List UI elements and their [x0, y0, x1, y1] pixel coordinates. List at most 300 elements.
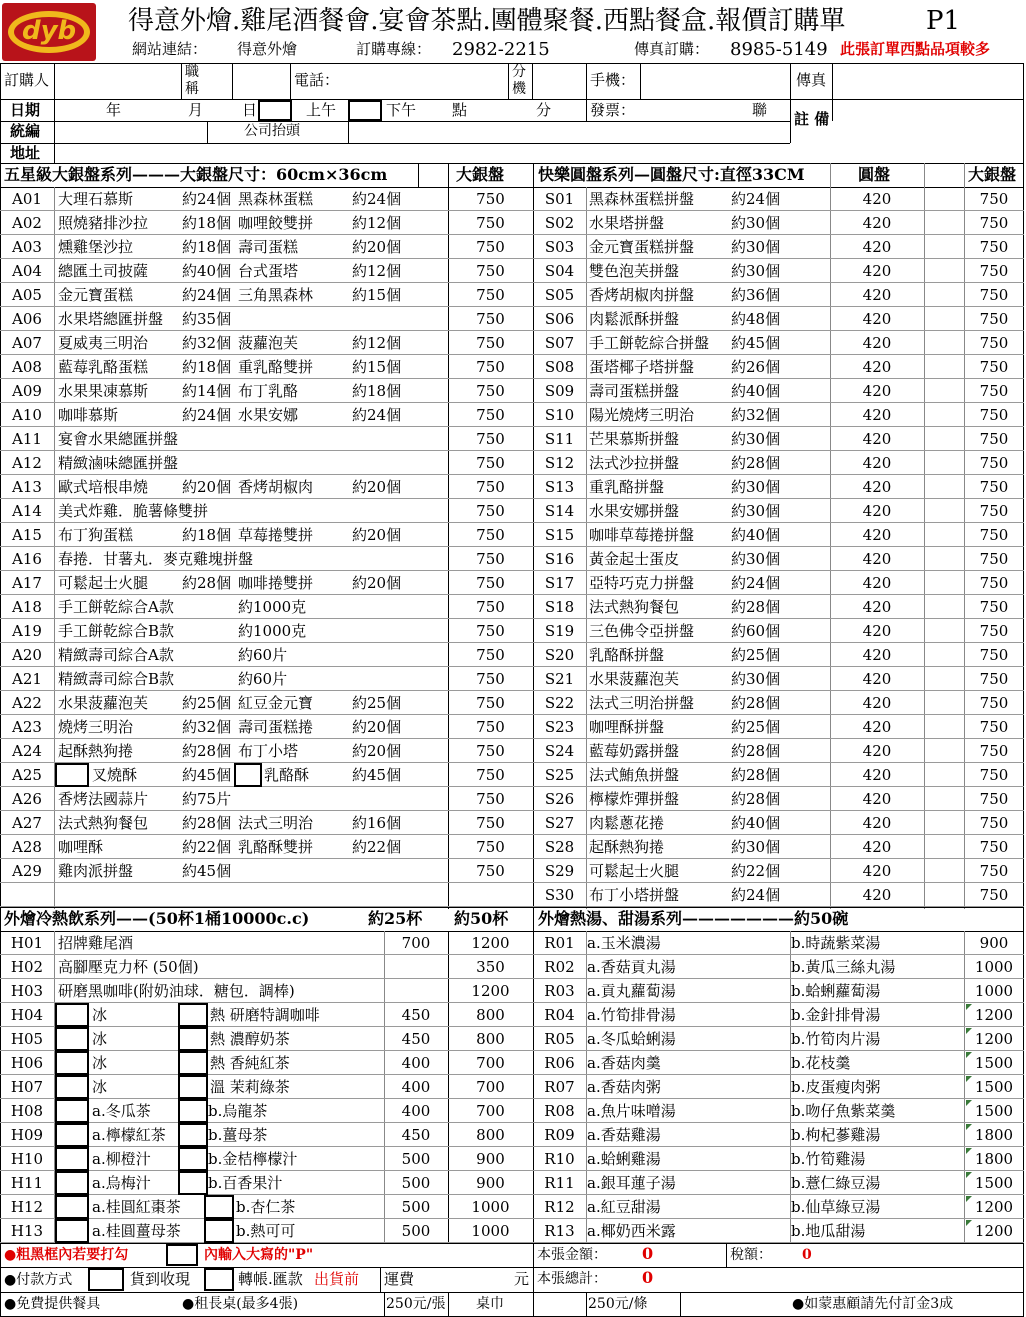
s-item-row[interactable]: [533, 259, 1024, 283]
a-item-row[interactable]: [0, 499, 533, 523]
s-item-row[interactable]: [533, 739, 1024, 763]
a-item-row[interactable]: [0, 859, 533, 883]
item-name: 蛋塔椰子塔拼盤: [589, 358, 695, 376]
s-item-row[interactable]: [533, 523, 1024, 547]
s-item-row[interactable]: [533, 595, 1024, 619]
item-price: 900: [979, 934, 1009, 952]
item-name-b: 紅豆金元寶: [238, 694, 314, 712]
item-name-a: 冰: [92, 1054, 108, 1072]
item-qty-a: 約45個: [182, 766, 232, 784]
item-code: H12: [10, 1198, 44, 1216]
item-qty-a: 約35個: [182, 310, 232, 328]
phone-label: 電話：: [294, 71, 340, 89]
item-price-50: 800: [476, 1030, 505, 1048]
item-qty: 約40個: [731, 382, 781, 400]
item-code: R11: [544, 1174, 575, 1192]
a-item-row[interactable]: [0, 787, 533, 811]
item-name-a: 咖啡慕斯: [58, 406, 119, 424]
item-code: A01: [12, 190, 42, 208]
item-price: 750: [476, 814, 505, 832]
a25-option-b-checkbox[interactable]: [234, 763, 262, 787]
s-item-row[interactable]: [533, 427, 1024, 451]
item-price: 750: [476, 190, 505, 208]
item-price-large: 750: [979, 238, 1009, 256]
item-code: R12: [544, 1198, 575, 1216]
item-price-round: 420: [862, 478, 892, 496]
item-code: S15: [544, 526, 575, 544]
item-price-round: 420: [862, 838, 892, 856]
item-price-round: 420: [862, 646, 892, 664]
item-name-a: a.紅豆甜湯: [587, 1198, 661, 1216]
item-code: A29: [12, 862, 42, 880]
item-price-round: 420: [862, 886, 892, 904]
yuan-label: 元: [514, 1270, 530, 1288]
item-price-round: 420: [862, 262, 892, 280]
a-item-row[interactable]: [0, 643, 533, 667]
item-qty-b: [352, 307, 418, 331]
r-item-row[interactable]: [533, 979, 1024, 1003]
item-code: S19: [544, 622, 575, 640]
h-item-row[interactable]: [0, 979, 533, 1003]
item-name-a: a.銀耳蓮子湯: [587, 1174, 676, 1192]
item-name-b: 布丁乳酪: [238, 382, 299, 400]
a-item-row[interactable]: [0, 475, 533, 499]
item-code: S07: [544, 334, 575, 352]
a-item-row[interactable]: [0, 283, 533, 307]
h-option-b-checkbox[interactable]: [178, 1027, 208, 1051]
h-option-a-checkbox[interactable]: [55, 1075, 89, 1099]
s-item-row[interactable]: [533, 571, 1024, 595]
item-code: R08: [544, 1102, 575, 1120]
month-label: 月: [188, 101, 204, 119]
item-price-large: 750: [979, 454, 1009, 472]
item-price-50: 1000: [471, 1222, 510, 1240]
r-item-row[interactable]: [533, 1027, 1024, 1051]
item-price: 750: [476, 646, 505, 664]
r-item-row[interactable]: [533, 1219, 1024, 1243]
item-name-a: 精緻壽司綜合B款: [58, 670, 175, 688]
s-item-row[interactable]: [533, 619, 1024, 643]
item-qty-b: [352, 427, 418, 451]
s-item-row[interactable]: [533, 475, 1024, 499]
r-item-row[interactable]: [533, 931, 1024, 955]
item-name-b: 壽司蛋糕捲: [238, 718, 314, 736]
r-item-row[interactable]: [533, 1003, 1024, 1027]
h-option-b-checkbox[interactable]: [178, 1075, 208, 1099]
item-price-large: 750: [979, 502, 1009, 520]
a-item-row[interactable]: [0, 739, 533, 763]
item-price-large: 750: [979, 286, 1009, 304]
item-qty-b: 約18個: [352, 382, 402, 400]
a-item-row[interactable]: [0, 331, 533, 355]
h-option-a-checkbox[interactable]: [55, 1195, 89, 1219]
item-price-large: 750: [979, 262, 1009, 280]
h-option-a-checkbox[interactable]: [55, 1147, 89, 1171]
item-qty-a: [182, 499, 238, 523]
item-qty-b: 約45個: [352, 766, 402, 784]
item-code: R13: [544, 1222, 575, 1240]
item-qty: 約40個: [731, 526, 781, 544]
h-option-b-checkbox[interactable]: [178, 1003, 208, 1027]
item-code: A17: [12, 574, 42, 592]
a-item-row[interactable]: [0, 595, 533, 619]
item-code: A03: [12, 238, 42, 256]
item-code: A20: [12, 646, 42, 664]
item-code: A02: [12, 214, 42, 232]
item-name: 可鬆起士火腿: [589, 862, 680, 880]
item-code: A19: [12, 622, 42, 640]
item-price-50: 800: [476, 1006, 505, 1024]
item-code: S17: [544, 574, 575, 592]
h-option-a-checkbox[interactable]: [55, 1219, 89, 1243]
s-item-row[interactable]: [533, 331, 1024, 355]
s-item-row[interactable]: [533, 643, 1024, 667]
notice-text: 此張訂單西點品項較多: [840, 40, 991, 58]
item-name-b: [238, 451, 350, 475]
item-price-large: 750: [979, 790, 1009, 808]
h-option-a-checkbox[interactable]: [55, 1027, 89, 1051]
item-name-a: 手工餅乾綜合B款: [58, 622, 175, 640]
s-item-row[interactable]: [533, 451, 1024, 475]
item-price-50: 900: [476, 1174, 505, 1192]
item-qty-a: 約28個: [182, 742, 232, 760]
a-item-row[interactable]: [0, 379, 533, 403]
deposit-note: ●如蒙惠顧請先付訂金3成: [792, 1296, 954, 1312]
item-code: A15: [12, 526, 42, 544]
item-qty-a: 約32個: [182, 334, 232, 352]
a-item-row[interactable]: [0, 835, 533, 859]
item-name: 黃金起士蛋皮: [589, 550, 680, 568]
item-name-a: 照燒豬排沙拉: [58, 214, 149, 232]
item-name-a: a.香菇雞湯: [587, 1126, 661, 1144]
item-qty-b: 約24個: [352, 406, 402, 424]
item-name-a: 美式炸雞．脆薯條雙拼: [58, 502, 209, 520]
a-item-row[interactable]: [0, 307, 533, 331]
a-item-row[interactable]: [0, 619, 533, 643]
h-option-a-checkbox[interactable]: [55, 1099, 89, 1123]
a-item-row[interactable]: [0, 427, 533, 451]
payment-label: ●付款方式: [4, 1272, 73, 1288]
item-name-a: 叉燒酥: [92, 766, 138, 784]
a-item-row[interactable]: [0, 811, 533, 835]
item-name: 高腳壓克力杯 (50個): [58, 958, 199, 976]
s-item-row[interactable]: [533, 379, 1024, 403]
r-item-row[interactable]: [533, 955, 1024, 979]
item-price: 1000: [974, 958, 1014, 976]
a-item-row[interactable]: [0, 571, 533, 595]
s-item-row[interactable]: [533, 307, 1024, 331]
freight-label: 運費: [384, 1270, 415, 1288]
a25-option-a-checkbox[interactable]: [55, 763, 89, 787]
a-item-row[interactable]: [0, 355, 533, 379]
sec-a-col: 大銀盤: [456, 165, 505, 184]
item-name-b: b.烏龍茶: [208, 1102, 268, 1120]
item-code: S23: [544, 718, 575, 736]
r-item-row[interactable]: [533, 1195, 1024, 1219]
item-price-50: 700: [476, 1102, 505, 1120]
item-code: A13: [12, 478, 42, 496]
item-name: 法式沙拉拼盤: [589, 454, 680, 472]
item-price: 750: [476, 790, 505, 808]
tax-id-field[interactable]: [56, 122, 206, 142]
item-name: 咖哩酥拼盤: [589, 718, 665, 736]
item-price-round: 420: [862, 550, 892, 568]
item-qty-a: 約18個: [182, 214, 232, 232]
item-name-b: b.竹筍肉片湯: [791, 1030, 881, 1048]
s-item-row[interactable]: [533, 283, 1024, 307]
item-qty-b: [352, 643, 418, 667]
item-code: R10: [544, 1150, 575, 1168]
a-item-row[interactable]: [0, 523, 533, 547]
s-item-row[interactable]: [533, 499, 1024, 523]
item-name-b: 布丁小塔: [238, 742, 299, 760]
item-code: R09: [544, 1126, 575, 1144]
h-option-a-checkbox[interactable]: [55, 1051, 89, 1075]
pm-checkbox[interactable]: [348, 100, 382, 121]
item-qty-b: 約24個: [352, 190, 402, 208]
item-qty-b: [352, 595, 418, 619]
s-item-row[interactable]: [533, 691, 1024, 715]
item-qty-b: 約20個: [352, 718, 402, 736]
item-price-large: 750: [979, 430, 1009, 448]
tax-label: 稅額：: [730, 1247, 772, 1263]
item-price: 750: [476, 262, 505, 280]
item-code: A14: [12, 502, 42, 520]
item-code: S13: [544, 478, 575, 496]
item-price-round: 420: [862, 214, 892, 232]
item-qty: 約22個: [731, 862, 781, 880]
item-qty: 約32個: [731, 406, 781, 424]
item-price-large: 750: [979, 334, 1009, 352]
a-item-row[interactable]: [0, 547, 533, 571]
item-code: S08: [544, 358, 575, 376]
company-field[interactable]: [350, 122, 788, 142]
item-price-large: 750: [979, 598, 1009, 616]
s-item-row[interactable]: [533, 859, 1024, 883]
a-item-row[interactable]: [0, 235, 533, 259]
item-name-b: 香烤胡椒肉: [238, 478, 314, 496]
h-option-b-checkbox[interactable]: [178, 1051, 208, 1075]
item-name-b: b.黃瓜三絲丸湯: [791, 958, 896, 976]
item-name-a: 法式熱狗餐包: [58, 814, 149, 832]
item-price-25: [384, 955, 448, 979]
pm-label: 下午: [386, 101, 417, 119]
item-name-b: 熱 香純紅茶: [210, 1054, 290, 1072]
freight-field[interactable]: [422, 1269, 510, 1290]
item-name-b: 約60片: [238, 646, 288, 664]
item-price-round: 420: [862, 502, 892, 520]
item-name-a: 精緻滷味總匯拼盤: [58, 454, 179, 472]
item-code: S16: [544, 550, 575, 568]
a-item-row[interactable]: [0, 187, 533, 211]
item-name-a: a.柳橙汁: [92, 1150, 151, 1168]
item-name-a: a.蛤蜊雞湯: [587, 1150, 661, 1168]
item-code: A04: [12, 262, 42, 280]
item-name-a: a.貢丸蘿蔔湯: [587, 982, 676, 1000]
item-name: 布丁小塔拼盤: [589, 886, 680, 904]
item-price: 1800: [974, 1126, 1014, 1144]
s-item-row[interactable]: [533, 667, 1024, 691]
item-qty: 約28個: [731, 742, 781, 760]
item-name: 陽光燒烤三明治: [589, 406, 695, 424]
r-item-row[interactable]: [533, 1099, 1024, 1123]
orderer-field[interactable]: [56, 65, 180, 97]
a-item-row[interactable]: [0, 667, 533, 691]
h-option-b-checkbox[interactable]: [178, 1171, 208, 1195]
a-item-row[interactable]: [0, 691, 533, 715]
phone-field[interactable]: [350, 65, 505, 97]
item-qty: 約26個: [731, 358, 781, 376]
item-price-large: 750: [979, 862, 1009, 880]
item-name-b: b.地瓜甜湯: [791, 1222, 866, 1240]
logo-text: dyb: [22, 16, 77, 46]
item-qty-a: 約24個: [182, 406, 232, 424]
item-name-a: 燒烤三明治: [58, 718, 134, 736]
item-price: 750: [476, 742, 505, 760]
item-name-b: [238, 547, 350, 571]
s-item-row[interactable]: [533, 547, 1024, 571]
item-price: 750: [476, 358, 505, 376]
item-code: S06: [544, 310, 575, 328]
item-qty-a: 約25個: [182, 694, 232, 712]
fax-field[interactable]: [834, 65, 1021, 97]
item-price-25: 400: [401, 1078, 431, 1096]
cod-label: 貨到收現: [130, 1270, 191, 1288]
item-qty-a: 約32個: [182, 718, 232, 736]
h-item-row[interactable]: [0, 955, 533, 979]
item-qty-b: [352, 787, 418, 811]
am-label: 上午: [306, 101, 337, 119]
s-item-row[interactable]: [533, 763, 1024, 787]
s-item-row[interactable]: [533, 811, 1024, 835]
before-ship-label: 出貨前: [314, 1270, 360, 1288]
item-qty-a: 約28個: [182, 814, 232, 832]
total-label: 本張總計：: [537, 1271, 607, 1287]
item-price-round: 420: [862, 622, 892, 640]
note-sample-checkbox: [166, 1244, 198, 1266]
s-item-row[interactable]: [533, 835, 1024, 859]
am-checkbox[interactable]: [258, 100, 292, 121]
r-item-row[interactable]: [533, 1051, 1024, 1075]
item-price: 1200: [974, 1222, 1014, 1240]
item-name-b: 法式三明治: [238, 814, 314, 832]
item-name-b: 乳酪酥雙拼: [238, 838, 314, 856]
item-price-25: 400: [401, 1102, 431, 1120]
site-link[interactable]: 得意外燴: [237, 40, 298, 58]
item-price-25: 700: [401, 934, 431, 952]
item-price-large: 750: [979, 550, 1009, 568]
item-code: R02: [544, 958, 575, 976]
r-item-row[interactable]: [533, 1171, 1024, 1195]
item-qty-b: [352, 859, 418, 883]
comment-marker: [966, 1220, 972, 1226]
h-option-b-checkbox[interactable]: [204, 1195, 234, 1219]
item-code: R05: [544, 1030, 575, 1048]
item-name-a: a.香菇肉羹: [587, 1054, 661, 1072]
item-qty-a: [182, 667, 238, 691]
s-item-row[interactable]: [533, 211, 1024, 235]
item-qty: 約36個: [731, 286, 781, 304]
item-price-round: 420: [862, 694, 892, 712]
a-item-row[interactable]: [0, 259, 533, 283]
item-price: 750: [476, 862, 505, 880]
item-code: H01: [10, 934, 44, 952]
item-code: H06: [10, 1054, 44, 1072]
a-item-row[interactable]: [0, 715, 533, 739]
item-price-round: 420: [862, 310, 892, 328]
item-code: A08: [12, 358, 42, 376]
h-option-a-checkbox[interactable]: [55, 1123, 89, 1147]
item-code: H11: [10, 1174, 44, 1192]
item-code: H10: [10, 1150, 44, 1168]
item-qty-b: 約20個: [352, 742, 402, 760]
item-price-round: 420: [862, 718, 892, 736]
item-code: A28: [12, 838, 42, 856]
h-option-b-checkbox[interactable]: [178, 1099, 208, 1123]
r-item-row[interactable]: [533, 1147, 1024, 1171]
s-item-row[interactable]: [533, 187, 1024, 211]
item-qty-b: 約22個: [352, 838, 402, 856]
item-price: 750: [476, 766, 505, 784]
a-item-row[interactable]: [0, 403, 533, 427]
item-name-a: a.桂圓紅棗茶: [92, 1198, 181, 1216]
item-name-a: a.竹筍排骨湯: [587, 1006, 676, 1024]
orderer-label: 訂購人: [4, 71, 50, 89]
item-qty-a: 約18個: [182, 358, 232, 376]
transfer-checkbox[interactable]: [204, 1268, 234, 1291]
order-line-value: 2982-2215: [452, 39, 550, 60]
item-qty: 約30個: [731, 430, 781, 448]
h-option-a-checkbox[interactable]: [55, 1171, 89, 1195]
item-price: 750: [476, 214, 505, 232]
item-code: A26: [12, 790, 42, 808]
r-item-row[interactable]: [533, 1075, 1024, 1099]
item-qty: 約30個: [731, 214, 781, 232]
h-option-b-checkbox[interactable]: [178, 1147, 208, 1171]
item-name-a: a.檸檬紅茶: [92, 1126, 166, 1144]
h-item-row[interactable]: [0, 931, 533, 955]
h-option-a-checkbox[interactable]: [55, 1003, 89, 1027]
item-code: H09: [10, 1126, 44, 1144]
s-item-row[interactable]: [533, 355, 1024, 379]
a-item-row[interactable]: [0, 211, 533, 235]
s-item-row[interactable]: [533, 715, 1024, 739]
item-name-a: 水果果凍慕斯: [58, 382, 149, 400]
item-price-round: 420: [862, 190, 892, 208]
r-item-row[interactable]: [533, 1123, 1024, 1147]
item-qty-a: 約75片: [182, 790, 232, 808]
item-code: S30: [544, 886, 575, 904]
item-code: A24: [12, 742, 42, 760]
s-item-row[interactable]: [533, 883, 1024, 907]
item-name: 黑森林蛋糕拼盤: [589, 190, 695, 208]
s-item-row[interactable]: [533, 787, 1024, 811]
item-price-50: 1200: [471, 982, 510, 1000]
item-name-b: 溫 茉莉綠茶: [210, 1078, 290, 1096]
item-name-a: 布丁狗蛋糕: [58, 526, 134, 544]
a-item-row[interactable]: [0, 451, 533, 475]
item-name: 手工餅乾綜合拼盤: [589, 334, 710, 352]
cod-checkbox[interactable]: [88, 1268, 124, 1291]
item-code: S20: [544, 646, 575, 664]
s-item-row[interactable]: [533, 403, 1024, 427]
mobile-field[interactable]: [642, 65, 788, 97]
item-code: S28: [544, 838, 575, 856]
h-option-b-checkbox[interactable]: [204, 1219, 234, 1243]
s-item-row[interactable]: [533, 235, 1024, 259]
address-field[interactable]: [56, 144, 788, 162]
h-option-b-checkbox[interactable]: [178, 1123, 208, 1147]
